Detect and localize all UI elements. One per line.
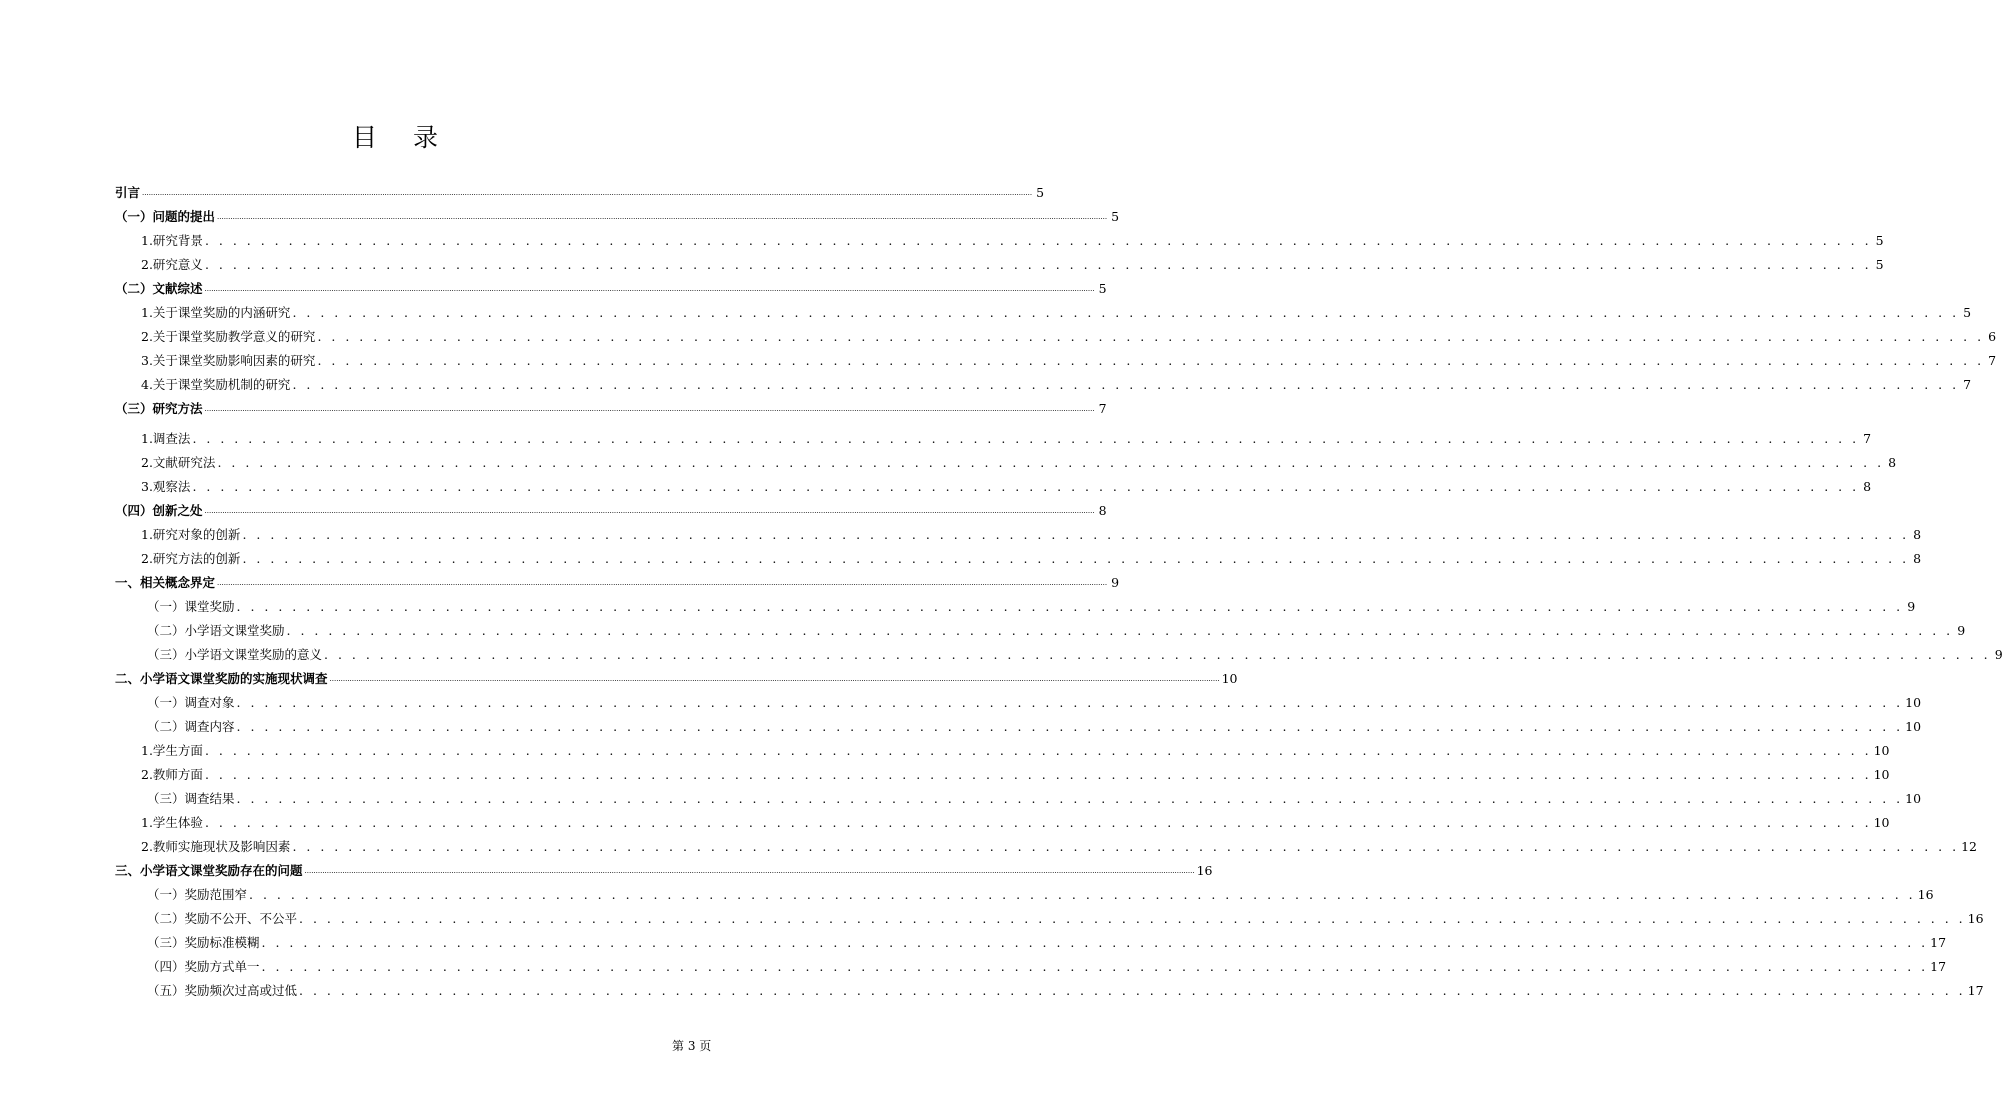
toc-entry-label: （四）创新之处 [115, 503, 203, 518]
toc-entry-label: （一）奖励范围窄 [147, 887, 248, 902]
toc-entry-page: 8 [1913, 551, 1922, 566]
toc-entry-label: 三、小学语文课堂奖励存在的问题 [115, 863, 303, 878]
toc-entry-page: 7 [1863, 431, 1872, 446]
toc-entry-page: 10 [1905, 695, 1922, 710]
toc-entry-label: 2.关于课堂奖励教学意义的研究 [141, 329, 316, 344]
toc-dot-leader: . . . . . . . . . . . . . . . . . . . . . . . . . . . . . . . . . . . . . . . . . . . . . . . . . . . . . . . . . . . . . . . . . . . . . . . . . . . . . . . . . . . . . . . . . . . . . . . . . . . . . . . . . . . . . . . . . . . . . . . . [292, 305, 1960, 320]
toc-dot-leader: . . . . . . . . . . . . . . . . . . . . . . . . . . . . . . . . . . . . . . . . . . . . . . . . . . . . . . . . . . . . . . . . . . . . . . . . . . . . . . . . . . . . . . . . . . . . . . . . . . . . . . . . . . . . . . . . . . . . . . . . [292, 377, 1960, 392]
toc-dot-leader: . . . . . . . . . . . . . . . . . . . . . . . . . . . . . . . . . . . . . . . . . . . . . . . . . . . . . . . . . . . . . . . . . . . . . . . . . . . . . . . . . . . . . . . . . . . . . . . . . . . . . . . . . . . . . . . . . . . . . . . . [299, 983, 1966, 998]
toc-entry[interactable] [115, 835, 1977, 859]
toc-dot-leader: . . . . . . . . . . . . . . . . . . . . . . . . . . . . . . . . . . . . . . . . . . . . . . . . . . . . . . . . . . . . . . . . . . . . . . . . . . . . . . . . . . . . . . . . . . . . . . . . . . . . . . . . . . . . . . . . . . . . . . . . [261, 959, 1929, 974]
toc-dot-leader: . . . . . . . . . . . . . . . . . . . . . . . . . . . . . . . . . . . . . . . . . . . . . . . . . . . . . . . . . . . . . . . . . . . . . . . . . . . . . . . . . . . . . . . . . . . . . . . . . . . . . . . . . . . . . . . . . . . . . . . . [261, 935, 1929, 950]
toc-entry-label: （一）调查对象 [147, 695, 235, 710]
toc-dot-leader: ................................................................................................................................................................................................................................................................................................................................................................................................................ [204, 285, 1095, 293]
toc-entry-page: 16 [1917, 887, 1934, 902]
toc-entry[interactable] [115, 205, 1120, 229]
toc-entry-label: （三）研究方法 [115, 401, 203, 416]
toc-entry-page: 10 [1873, 767, 1890, 782]
toc-entry-page: 10 [1905, 719, 1922, 734]
toc-entry-label: （二）调查内容 [147, 719, 235, 734]
toc-entry[interactable] [115, 475, 1872, 499]
toc-dot-leader: . . . . . . . . . . . . . . . . . . . . . . . . . . . . . . . . . . . . . . . . . . . . . . . . . . . . . . . . . . . . . . . . . . . . . . . . . . . . . . . . . . . . . . . . . . . . . . . . . . . . . . . . . . . . . . . . . . . . . . . . [242, 551, 1910, 566]
toc-entry-page: 8 [1098, 503, 1107, 518]
toc-entry-page: 10 [1221, 671, 1238, 686]
toc-entry-label: 2.教师实施现状及影响因素 [141, 839, 291, 854]
toc-entry[interactable] [115, 907, 1984, 931]
toc-entry-label: （二）奖励不公开、不公平 [147, 911, 298, 926]
toc-entry-label: 2.教师方面 [141, 767, 203, 782]
table-of-contents [115, 181, 2003, 1003]
toc-entry[interactable] [115, 883, 1934, 907]
toc-entry-page: 9 [1907, 599, 1916, 614]
toc-entry[interactable] [115, 349, 1997, 373]
toc-entry-label: 2.文献研究法 [141, 455, 216, 470]
toc-entry-label: 引言 [115, 185, 141, 200]
toc-entry-page: 5 [1036, 185, 1045, 200]
toc-entry-page: 17 [1930, 935, 1947, 950]
toc-entry-page: 16 [1967, 911, 1984, 926]
toc-entry[interactable] [115, 787, 1922, 811]
toc-entry-label: （一）问题的提出 [115, 209, 216, 224]
toc-entry-page: 12 [1961, 839, 1977, 854]
toc-entry[interactable] [115, 619, 1966, 643]
toc-entry-label: 一、相关概念界定 [115, 575, 216, 590]
toc-entry-page: 7 [1098, 401, 1107, 416]
toc-dot-leader: . . . . . . . . . . . . . . . . . . . . . . . . . . . . . . . . . . . . . . . . . . . . . . . . . . . . . . . . . . . . . . . . . . . . . . . . . . . . . . . . . . . . . . . . . . . . . . . . . . . . . . . . . . . . . . . . . . . . . . . . [236, 695, 1904, 710]
toc-dot-leader: . . . . . . . . . . . . . . . . . . . . . . . . . . . . . . . . . . . . . . . . . . . . . . . . . . . . . . . . . . . . . . . . . . . . . . . . . . . . . . . . . . . . . . . . . . . . . . . . . . . . . . . . . . . . . . . . . . . . . . . . [192, 431, 1860, 446]
toc-entry-page: 6 [1988, 329, 1997, 344]
toc-dot-leader: ................................................................................................................................................................................................................................................................................................................................................................................................................ [217, 579, 1108, 587]
toc-dot-leader: . . . . . . . . . . . . . . . . . . . . . . . . . . . . . . . . . . . . . . . . . . . . . . . . . . . . . . . . . . . . . . . . . . . . . . . . . . . . . . . . . . . . . . . . . . . . . . . . . . . . . . . . . . . . . . . . . . . . . . . . [217, 455, 1885, 470]
toc-entry[interactable] [115, 547, 1922, 571]
toc-entry-label: 1.关于课堂奖励的内涵研究 [141, 305, 291, 320]
toc-entry-label: （二）小学语文课堂奖励 [147, 623, 285, 638]
toc-entry[interactable] [115, 859, 1213, 883]
toc-entry[interactable] [115, 955, 1947, 979]
toc-entry-page: 8 [1888, 455, 1897, 470]
toc-entry-page: 10 [1873, 743, 1890, 758]
toc-entry-page: 5 [1963, 305, 1972, 320]
toc-entry[interactable] [115, 253, 1884, 277]
toc-entry-page: 17 [1967, 983, 1984, 998]
toc-dot-leader: . . . . . . . . . . . . . . . . . . . . . . . . . . . . . . . . . . . . . . . . . . . . . . . . . . . . . . . . . . . . . . . . . . . . . . . . . . . . . . . . . . . . . . . . . . . . . . . . . . . . . . . . . . . . . . . . . . . . . . . . [242, 527, 1910, 542]
toc-dot-leader: . . . . . . . . . . . . . . . . . . . . . . . . . . . . . . . . . . . . . . . . . . . . . . . . . . . . . . . . . . . . . . . . . . . . . . . . . . . . . . . . . . . . . . . . . . . . . . . . . . . . . . . . . . . . . . . . . . . . . . . . [286, 623, 1954, 638]
toc-entry-page: 7 [1963, 377, 1972, 392]
toc-dot-leader: . . . . . . . . . . . . . . . . . . . . . . . . . . . . . . . . . . . . . . . . . . . . . . . . . . . . . . . . . . . . . . . . . . . . . . . . . . . . . . . . . . . . . . . . . . . . . . . . . . . . . . . . . . . . . . . . . . . . . . . . [317, 353, 1985, 368]
toc-entry[interactable] [115, 373, 1972, 397]
toc-dot-leader: ................................................................................................................................................................................................................................................................................................................................................................................................................ [204, 507, 1095, 515]
toc-dot-leader: . . . . . . . . . . . . . . . . . . . . . . . . . . . . . . . . . . . . . . . . . . . . . . . . . . . . . . . . . . . . . . . . . . . . . . . . . . . . . . . . . . . . . . . . . . . . . . . . . . . . . . . . . . . . . . . . . . . . . . . . [324, 647, 1991, 662]
toc-dot-leader: ................................................................................................................................................................................................................................................................................................................................................................................................................ [304, 867, 1195, 875]
toc-entry-label: （三）小学语文课堂奖励的意义 [147, 647, 323, 662]
toc-entry-page: 8 [1863, 479, 1872, 494]
toc-dot-leader: . . . . . . . . . . . . . . . . . . . . . . . . . . . . . . . . . . . . . . . . . . . . . . . . . . . . . . . . . . . . . . . . . . . . . . . . . . . . . . . . . . . . . . . . . . . . . . . . . . . . . . . . . . . . . . . . . . . . . . . . [204, 743, 1872, 758]
toc-entry-label: 3.关于课堂奖励影响因素的研究 [141, 353, 316, 368]
toc-entry-label: （三）奖励标准模糊 [147, 935, 260, 950]
toc-dot-leader: . . . . . . . . . . . . . . . . . . . . . . . . . . . . . . . . . . . . . . . . . . . . . . . . . . . . . . . . . . . . . . . . . . . . . . . . . . . . . . . . . . . . . . . . . . . . . . . . . . . . . . . . . . . . . . . . . . . . . . . . [249, 887, 1916, 902]
toc-entry-page: 9 [1957, 623, 1966, 638]
toc-dot-leader: ................................................................................................................................................................................................................................................................................................................................................................................................................ [329, 675, 1220, 683]
toc-entry-page: 10 [1905, 791, 1922, 806]
toc-entry[interactable] [115, 715, 1922, 739]
toc-dot-leader: ................................................................................................................................................................................................................................................................................................................................................................................................................ [217, 213, 1108, 221]
toc-entry[interactable] [115, 571, 1120, 595]
toc-entry[interactable] [115, 931, 1947, 955]
toc-entry[interactable] [115, 523, 1922, 547]
toc-entry-label: 1.研究对象的创新 [141, 527, 241, 542]
toc-entry[interactable] [115, 739, 1890, 763]
toc-entry-label: 2.研究意义 [141, 257, 203, 272]
toc-entry-page: 5 [1875, 257, 1884, 272]
toc-dot-leader: . . . . . . . . . . . . . . . . . . . . . . . . . . . . . . . . . . . . . . . . . . . . . . . . . . . . . . . . . . . . . . . . . . . . . . . . . . . . . . . . . . . . . . . . . . . . . . . . . . . . . . . . . . . . . . . . . . . . . . . . [317, 329, 1985, 344]
page-number-footer: 第 3 页 [672, 1039, 712, 1053]
toc-entry[interactable] [115, 643, 2003, 667]
toc-entry[interactable] [115, 301, 1972, 325]
toc-entry[interactable] [115, 691, 1922, 715]
toc-entry[interactable] [115, 499, 1107, 523]
toc-entry[interactable] [115, 229, 1884, 253]
toc-dot-leader: . . . . . . . . . . . . . . . . . . . . . . . . . . . . . . . . . . . . . . . . . . . . . . . . . . . . . . . . . . . . . . . . . . . . . . . . . . . . . . . . . . . . . . . . . . . . . . . . . . . . . . . . . . . . . . . . . . . . . . . . [204, 815, 1872, 830]
toc-entry-page: 5 [1098, 281, 1107, 296]
toc-entry-page: 9 [1111, 575, 1120, 590]
toc-dot-leader: ................................................................................................................................................................................................................................................................................................................................................................................................................ [204, 405, 1095, 413]
toc-entry-page: 10 [1873, 815, 1890, 830]
toc-entry-page: 9 [1994, 647, 2003, 662]
toc-entry[interactable] [115, 451, 1897, 475]
toc-entry-label: （四）奖励方式单一 [147, 959, 260, 974]
toc-entry[interactable] [115, 763, 1890, 787]
toc-entry-page: 16 [1196, 863, 1213, 878]
toc-entry-page: 17 [1930, 959, 1947, 974]
toc-entry-label: 1.学生方面 [141, 743, 203, 758]
toc-dot-leader: . . . . . . . . . . . . . . . . . . . . . . . . . . . . . . . . . . . . . . . . . . . . . . . . . . . . . . . . . . . . . . . . . . . . . . . . . . . . . . . . . . . . . . . . . . . . . . . . . . . . . . . . . . . . . . . . . . . . . . . . [192, 479, 1860, 494]
toc-entry-page: 7 [1988, 353, 1997, 368]
toc-dot-leader: . . . . . . . . . . . . . . . . . . . . . . . . . . . . . . . . . . . . . . . . . . . . . . . . . . . . . . . . . . . . . . . . . . . . . . . . . . . . . . . . . . . . . . . . . . . . . . . . . . . . . . . . . . . . . . . . . . . . . . . . [236, 791, 1904, 806]
toc-entry-label: （一）课堂奖励 [147, 599, 235, 614]
toc-entry[interactable] [115, 595, 1916, 619]
toc-dot-leader: . . . . . . . . . . . . . . . . . . . . . . . . . . . . . . . . . . . . . . . . . . . . . . . . . . . . . . . . . . . . . . . . . . . . . . . . . . . . . . . . . . . . . . . . . . . . . . . . . . . . . . . . . . . . . . . . . . . . . . . . [236, 719, 1904, 734]
toc-entry[interactable] [115, 427, 1872, 451]
toc-entry[interactable] [115, 397, 1107, 421]
toc-entry-label: （二）文献综述 [115, 281, 203, 296]
toc-entry[interactable] [115, 181, 1045, 205]
toc-entry[interactable] [115, 277, 1107, 301]
toc-dot-leader: . . . . . . . . . . . . . . . . . . . . . . . . . . . . . . . . . . . . . . . . . . . . . . . . . . . . . . . . . . . . . . . . . . . . . . . . . . . . . . . . . . . . . . . . . . . . . . . . . . . . . . . . . . . . . . . . . . . . . . . . [236, 599, 1904, 614]
toc-entry-label: 2.研究方法的创新 [141, 551, 241, 566]
toc-entry-label: 二、小学语文课堂奖励的实施现状调查 [115, 671, 328, 686]
toc-dot-leader: . . . . . . . . . . . . . . . . . . . . . . . . . . . . . . . . . . . . . . . . . . . . . . . . . . . . . . . . . . . . . . . . . . . . . . . . . . . . . . . . . . . . . . . . . . . . . . . . . . . . . . . . . . . . . . . . . . . . . . . . [204, 767, 1872, 782]
toc-entry[interactable] [115, 667, 1238, 691]
document-title: 目 录 [352, 123, 452, 152]
toc-dot-leader: ................................................................................................................................................................................................................................................................................................................................................................................................................ [142, 189, 1033, 197]
toc-entry-label: 4.关于课堂奖励机制的研究 [141, 377, 291, 392]
toc-entry[interactable] [115, 325, 1997, 349]
toc-entry-label: （五）奖励频次过高或过低 [147, 983, 298, 998]
toc-entry-label: 3.观察法 [141, 479, 191, 494]
toc-entry-label: 1.学生体验 [141, 815, 203, 830]
toc-entry[interactable] [115, 979, 1984, 1003]
toc-dot-leader: . . . . . . . . . . . . . . . . . . . . . . . . . . . . . . . . . . . . . . . . . . . . . . . . . . . . . . . . . . . . . . . . . . . . . . . . . . . . . . . . . . . . . . . . . . . . . . . . . . . . . . . . . . . . . . . . . . . . . . . . [299, 911, 1966, 926]
toc-dot-leader: . . . . . . . . . . . . . . . . . . . . . . . . . . . . . . . . . . . . . . . . . . . . . . . . . . . . . . . . . . . . . . . . . . . . . . . . . . . . . . . . . . . . . . . . . . . . . . . . . . . . . . . . . . . . . . . . . . . . . . . . [204, 233, 1872, 248]
toc-dot-leader: . . . . . . . . . . . . . . . . . . . . . . . . . . . . . . . . . . . . . . . . . . . . . . . . . . . . . . . . . . . . . . . . . . . . . . . . . . . . . . . . . . . . . . . . . . . . . . . . . . . . . . . . . . . . . . . . . . . . . . . . [204, 257, 1872, 272]
toc-entry-page: 5 [1111, 209, 1120, 224]
toc-entry[interactable] [115, 811, 1890, 835]
toc-entry-label: （三）调查结果 [147, 791, 235, 806]
toc-entry-page: 8 [1913, 527, 1922, 542]
toc-entry-label: 1.调查法 [141, 431, 191, 446]
toc-entry-label: 1.研究背景 [141, 233, 203, 248]
toc-dot-leader: . . . . . . . . . . . . . . . . . . . . . . . . . . . . . . . . . . . . . . . . . . . . . . . . . . . . . . . . . . . . . . . . . . . . . . . . . . . . . . . . . . . . . . . . . . . . . . . . . . . . . . . . . . . . . . . . . . . . . . . . [292, 839, 1960, 854]
toc-entry-page: 5 [1875, 233, 1884, 248]
